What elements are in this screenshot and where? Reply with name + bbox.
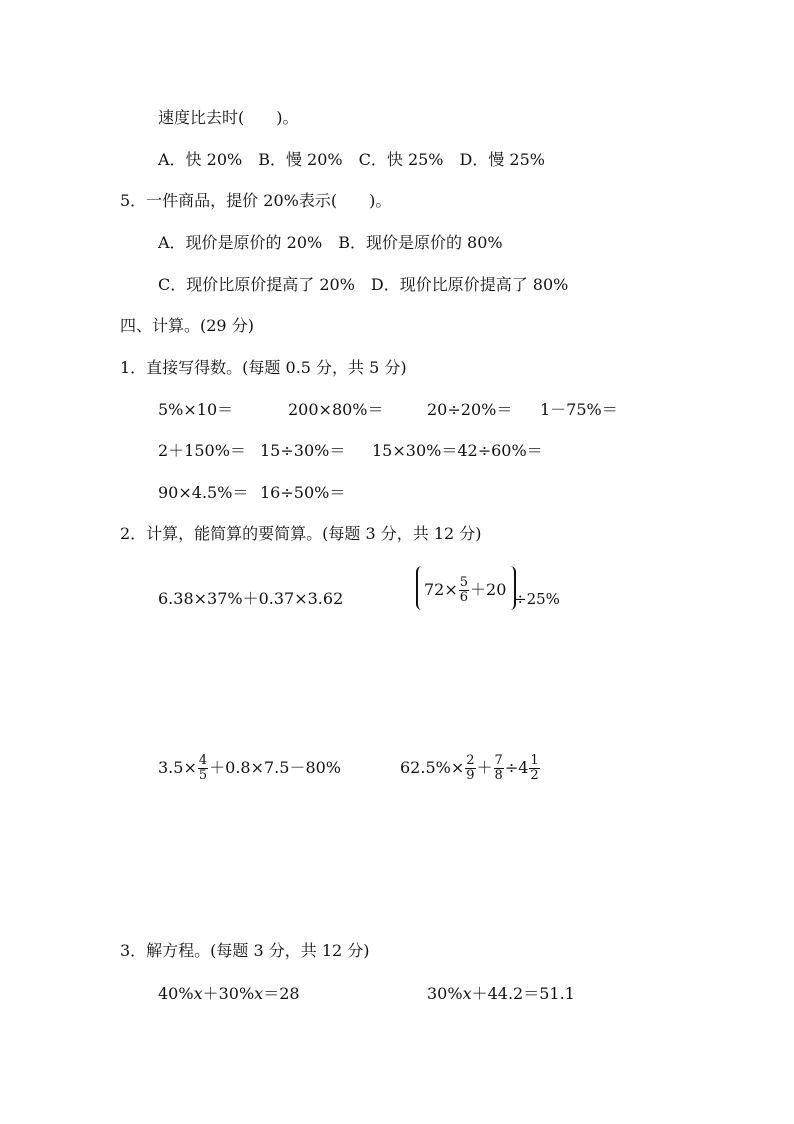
p3-equation-2 xyxy=(427,984,575,1004)
p2-expression-4 xyxy=(400,754,541,783)
p1-item: 90×4.5%＝ xyxy=(158,483,249,502)
q4-continuation: 速度比去时( )。 xyxy=(158,108,299,127)
p1-item: 200×80%＝ xyxy=(288,400,384,419)
q5-options-ab: A．现价是原价的 20% B．现价是原价的 80% xyxy=(158,233,503,252)
variable: x xyxy=(193,984,203,1003)
variable: x xyxy=(254,984,264,1003)
fraction: $\frac{7}{8}$ xyxy=(494,753,503,783)
q5-stem: 5．一件商品，提价 20%表示( )。 xyxy=(120,191,392,210)
p2-stem: 2．计算，能简算的要简算。(每题 3 分，共 12 分) xyxy=(120,524,482,543)
p1-stem: 1．直接写得数。(每题 0.5 分，共 5 分) xyxy=(120,358,407,377)
q4-options: A．快 20% B．慢 20% C．快 25% D．慢 25% xyxy=(158,150,545,169)
expr-text: 30% xyxy=(427,984,463,1003)
q5-options-cd: C．现价比原价提高了 20% D．现价比原价提高了 80% xyxy=(158,275,569,294)
fraction: $\frac{5}{6}$ xyxy=(459,575,469,605)
expr-text: ÷25% xyxy=(514,590,560,608)
expr-text: ＝28 xyxy=(263,984,300,1003)
expr-text: 72× xyxy=(424,580,458,599)
p1-item: 15×30%＝42÷60%＝ xyxy=(372,441,543,460)
p2-expression-3 xyxy=(158,754,341,783)
section-title: 四、计算。(29 分) xyxy=(120,316,254,335)
p1-item: 1－75%＝ xyxy=(540,400,618,419)
expr-text: ＋44.2＝51.1 xyxy=(471,984,575,1003)
p1-item: 5%×10＝ xyxy=(158,400,234,419)
p1-item: 16÷50%＝ xyxy=(260,483,346,502)
fraction: $\frac{4}{5}$ xyxy=(198,753,208,783)
fraction: $\frac{1}{2}$ xyxy=(530,753,539,783)
p3-stem: 3．解方程。(每题 3 分，共 12 分) xyxy=(120,941,370,960)
expr-text: ÷4 xyxy=(504,758,529,777)
p1-item: 2＋150%＝ xyxy=(158,441,246,460)
expr-text: ＋ xyxy=(476,758,493,777)
expr-text: ＋30% xyxy=(202,984,255,1003)
expr-text: ＋0.8×7.5－80% xyxy=(209,758,342,777)
expr-text: ＋20 xyxy=(470,580,507,599)
p2-expression-1: 6.38×37%＋0.37×3.62 xyxy=(158,589,344,608)
expr-text: 62.5%× xyxy=(400,758,465,777)
p1-item: 20÷20%＝ xyxy=(427,400,513,419)
p3-equation-1 xyxy=(158,984,300,1004)
expr-text: 40% xyxy=(158,984,194,1003)
fraction: $\frac{2}{9}$ xyxy=(466,753,475,783)
variable: x xyxy=(462,984,472,1003)
expr-text: 3.5× xyxy=(158,758,197,777)
p1-item: 15÷30%＝ xyxy=(260,441,346,460)
